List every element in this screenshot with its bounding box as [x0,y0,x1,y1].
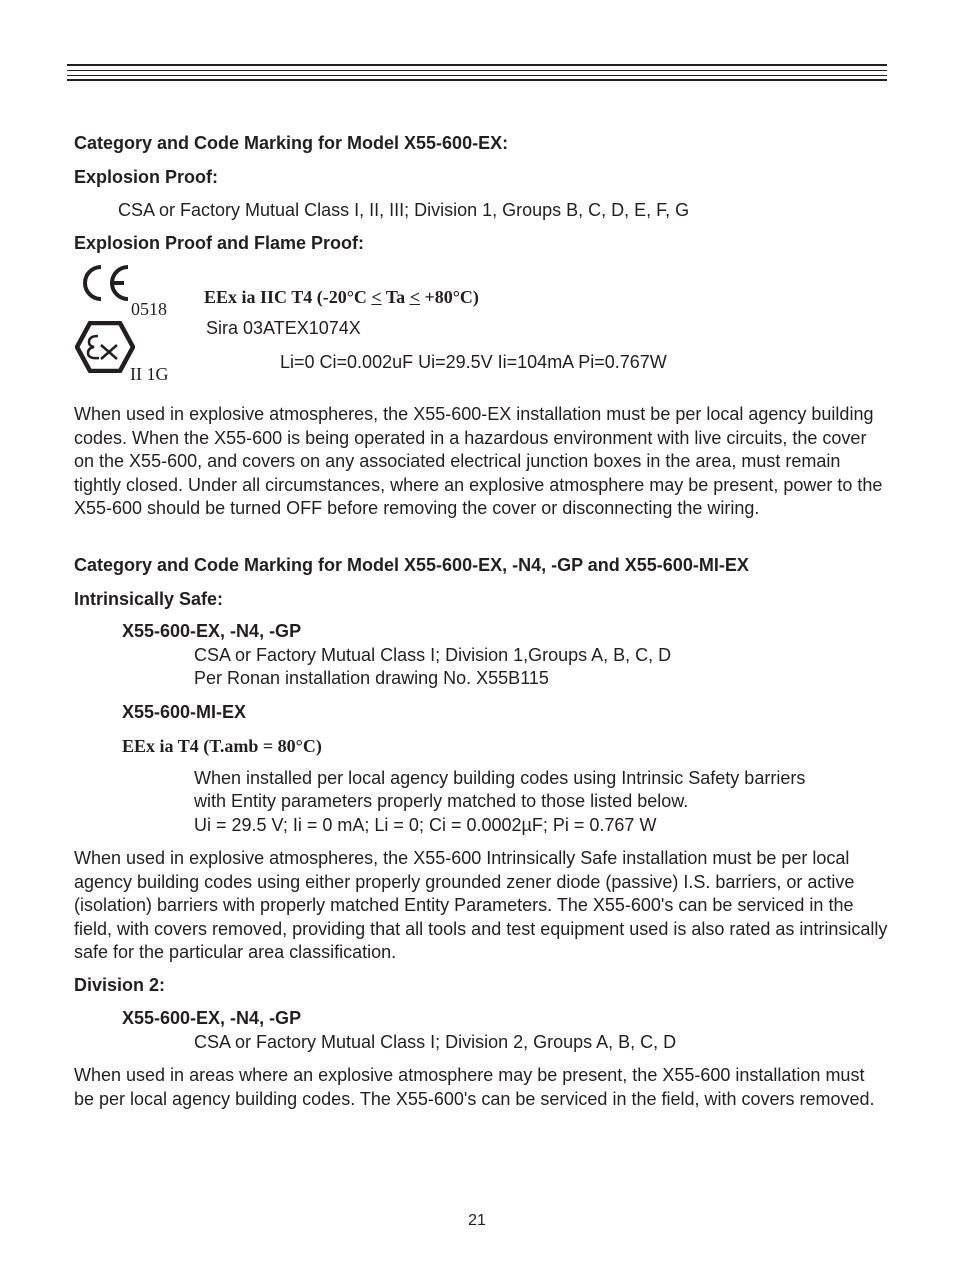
div2-model: X55-600-EX, -N4, -GP [122,1008,302,1028]
heading-explosion-proof: Explosion Proof: [74,167,218,187]
heading-explosion-flame-proof: Explosion Proof and Flame Proof: [74,233,365,253]
is-model-2-line-3: Ui = 29.5 V; Ii = 0 mA; Li = 0; Ci = 0.0002µF; Pi = 0.767 W [194,815,657,835]
is-model-1: X55-600-EX, -N4, -GP [122,621,302,641]
heading-intrinsically-safe: Intrinsically Safe: [74,589,224,609]
heading-category-ex: Category and Code Marking for Model X55-600-EX: [74,133,509,153]
paragraph-division-2: When used in areas where an explosive atmosphere may be present, the X55-600 installation must be per local agency building codes. The X55-600's can be serviced in the field, with covers removed. [74,1065,875,1109]
eex-marking: EEx ia IIC T4 (-20°C < Ta < +80°C) [204,287,479,307]
paragraph-intrinsically-safe: When used in explosive atmospheres, the X55-600 Intrinsically Safe installation must be per local agency building codes using either properly grounded zener diode (passive) I.S. barriers, or active (isolation) barriers with properly matched Entity Parameters. The X55-600's can be serviced in the field, with covers removed, providing that all tools and test equipment used is also rated as intrinsically safe for the particular area classification. [74,848,888,962]
sira-cert: Sira 03ATEX1074X [206,318,361,338]
heading-division-2: Division 2: [74,975,166,995]
is-model-2-line-2: with Entity parameters properly matched to those listed below. [194,791,689,811]
ex-hexagon-icon [75,321,135,373]
ex-group: II 1G [130,364,169,384]
explosion-proof-text: CSA or Factory Mutual Class I, II, III; Division 1, Groups B, C, D, E, F, G [118,200,690,220]
ce-number: 0518 [131,299,167,319]
page-number: 21 [468,1212,486,1229]
is-model-1-line-2: Per Ronan installation drawing No. X55B115 [194,668,549,688]
eex-t4-marking: EEx ia T4 (T.amb = 80°C) [122,736,322,756]
ce-mark-icon [78,262,134,304]
paragraph-explosive-atmospheres: When used in explosive atmospheres, the X55-600-EX installation must be per local agency building codes. When the X55-600 is being operated in a hazardous environment with live circuits, the cover on the X55-600, and covers on any associated electrical junction boxes in the area, must remain tightly closed. Under all circumstances, where an explosive atmosphere may be present, power to the X55-600 should be turned OFF before removing the cover or disconnecting the wiring. [74,404,883,518]
is-model-1-line-1: CSA or Factory Mutual Class I; Division 1,Groups A, B, C, D [194,645,672,665]
div2-line: CSA or Factory Mutual Class I; Division 2, Groups A, B, C, D [194,1032,677,1052]
entity-params: Li=0 Ci=0.002uF Ui=29.5V Ii=104mA Pi=0.767W [280,352,667,372]
is-model-2-line-1: When installed per local agency building codes using Intrinsic Safety barriers [194,768,806,788]
header-rules [67,64,887,82]
is-model-2: X55-600-MI-EX [122,702,247,722]
heading-category-all: Category and Code Marking for Model X55-600-EX, -N4, -GP and X55-600-MI-EX [74,555,749,575]
